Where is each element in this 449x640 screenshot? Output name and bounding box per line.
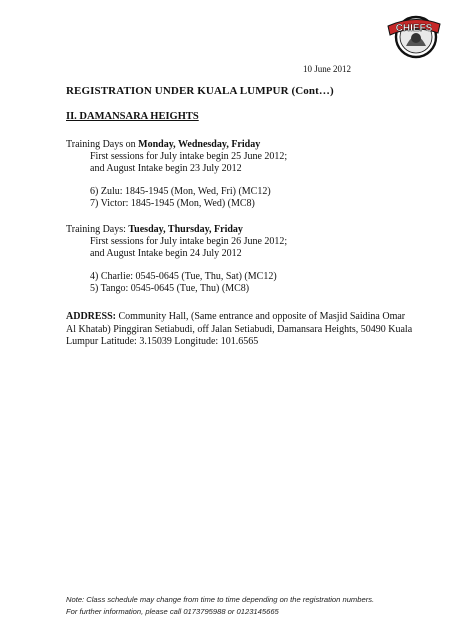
address-block [66, 311, 416, 349]
document-date: 10 June 2012 [303, 64, 351, 74]
class-item: 7) Victor: 1845-1945 (Mon, Wed) (MC8) [90, 198, 255, 209]
class-item: 4) Charlie: 0545-0645 (Tue, Thu, Sat) (MC12) [90, 271, 277, 282]
class-item: 5) Tango: 0545-0645 (Tue, Thu) (MC8) [90, 283, 250, 294]
training-days: Monday, Wednesday, Friday [138, 139, 261, 150]
footer-note-line: Note: Class schedule may change from time to time depending on the registration numbers. [66, 595, 375, 604]
training-days: Tuesday, Thursday, Friday [128, 224, 243, 235]
address-label: ADDRESS: [66, 311, 117, 322]
logo-text: CHIEFS [395, 23, 433, 34]
class-item: 6) Zulu: 1845-1945 (Mon, Wed, Fri) (MC12) [90, 186, 271, 197]
footer-note [66, 594, 374, 618]
training-group-1 [66, 139, 287, 210]
training-group-2 [66, 224, 287, 295]
chiefs-logo [386, 12, 442, 60]
intake-note: First sessions for July intake begin 25 June 2012; [90, 151, 288, 162]
training-days-line [66, 139, 287, 151]
address-text: Community Hall, (Same entrance and opposite of Masjid Saidina Omar Al Khatab) Pinggiran Setiabudi, off Jalan Setiabudi, Damansara Heights, 50490 Kuala Lumpur Latitude: 3.15039 Longitude: 101.6565 [66, 311, 413, 347]
intake-note: and August Intake begin 24 July 2012 [90, 248, 242, 259]
intake-note: and August Intake begin 23 July 2012 [90, 163, 242, 174]
footer-contact-line: For further information, please call 0173795988 or 0123145665 [66, 607, 279, 616]
training-days-prefix: Training Days: [66, 224, 129, 235]
page-title: REGISTRATION UNDER KUALA LUMPUR (Cont…) [66, 85, 334, 97]
training-days-line [66, 224, 287, 236]
section-heading: II. DAMANSARA HEIGHTS [66, 111, 199, 122]
intake-note: First sessions for July intake begin 26 June 2012; [90, 236, 288, 247]
training-days-prefix: Training Days on [66, 139, 139, 150]
